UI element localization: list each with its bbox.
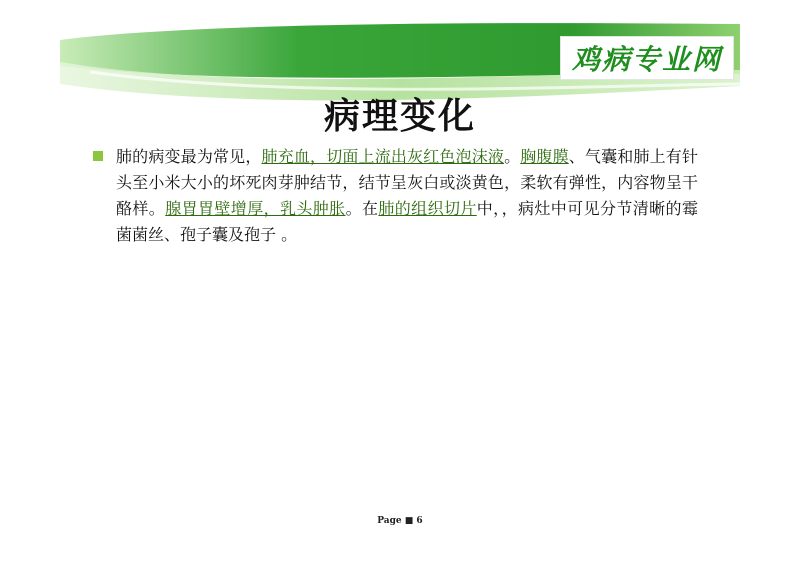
highlighted-phrase[interactable]: 胸腹膜 [520,147,569,166]
text-segment: 。在 [345,199,379,218]
bullet-icon [93,151,103,161]
site-logo: 鸡病专业网 [560,36,734,80]
text-segment: 中，，病灶中可见分节清晰的霉菌菌丝、孢子囊及孢子 。 [116,199,698,244]
page-number: Page ■ 6 [377,516,423,526]
slide-title: 病理变化 [323,96,476,137]
body-paragraph [116,144,698,248]
highlighted-phrase[interactable]: 肺充血，切面上流出灰红色泡沫液 [261,147,505,166]
text-segment: 。 [504,147,521,166]
highlighted-phrase[interactable]: 腺胃胃壁增厚，乳头肿胀 [165,199,346,218]
highlighted-phrase[interactable]: 肺的组织切片 [378,199,477,218]
text-segment: 肺的病变最为常见， [116,147,262,166]
text-segment: 、气囊和肺上有针头至小米大小的坏死肉芽肿结节，结节呈灰白或淡黄色，柔软有弹性，内容物呈干酪样。 [116,147,698,218]
